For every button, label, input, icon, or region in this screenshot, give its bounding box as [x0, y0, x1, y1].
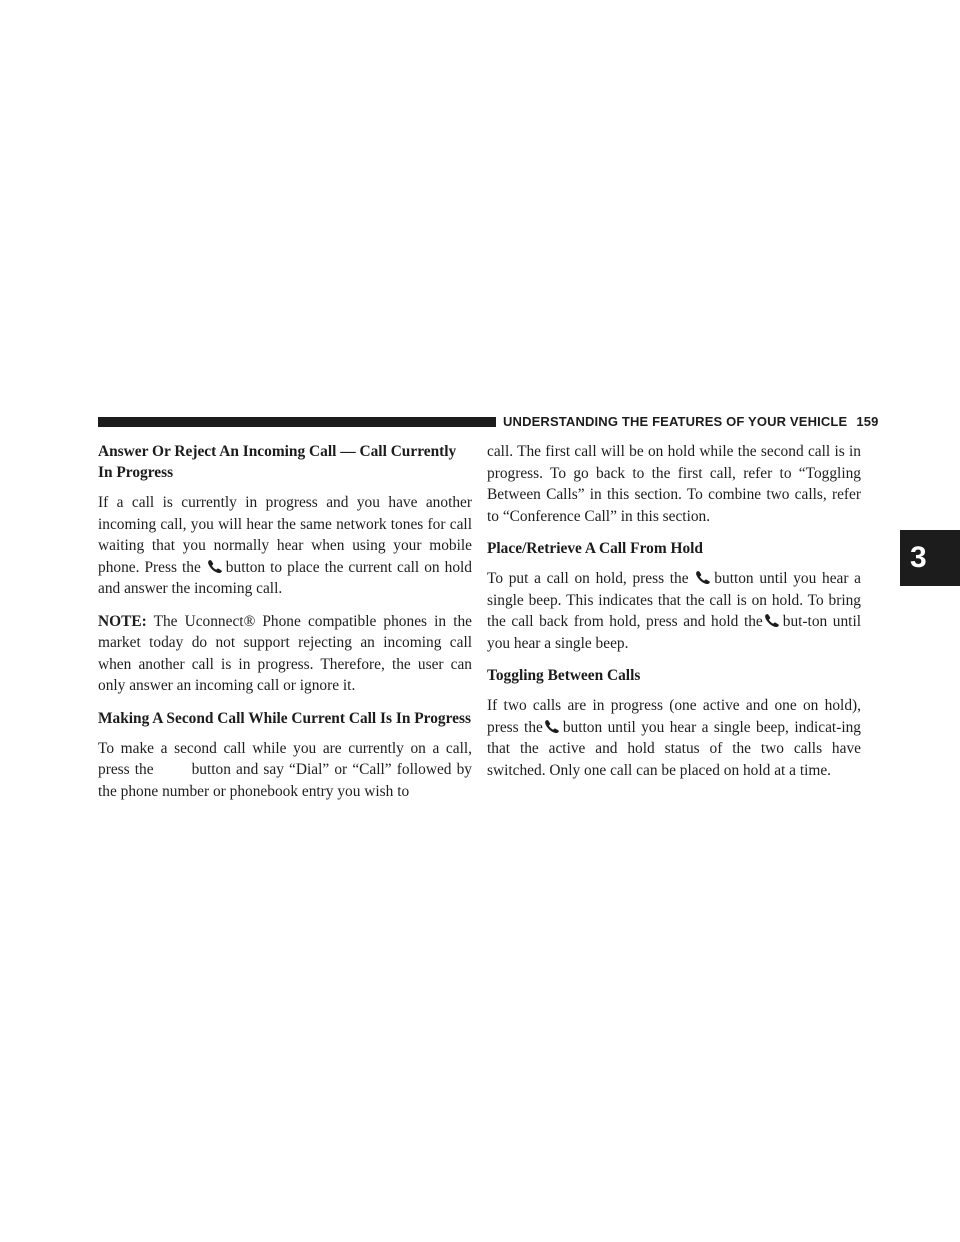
paragraph-answer-reject: If a call is currently in progress and you have another incoming call, you will hear the same network tones for call waiting that you normally hear when using your mobile phone. Press the button to place the current call on hold and answer the incoming call.: [98, 494, 472, 597]
phone-icon: [207, 559, 225, 573]
phone-icon: [544, 719, 562, 733]
paragraph-toggling: If two calls are in progress (one active and one on hold), press the button until you hear a single beep, indicat-ing that the active and hold status of the two calls have switched. Only one call can be placed on hold at a time.: [487, 697, 861, 779]
running-header: [503, 414, 878, 430]
page-number: 159: [856, 414, 879, 429]
heading-toggling: Toggling Between Calls: [487, 667, 641, 684]
left-column: [98, 441, 472, 813]
paragraph-continuation: call. The first call will be on hold while the second call is in progress. To go back to the first call, refer to “Toggling Between Calls” in this section. To combine two calls, refer to “Conference Call” in this section.: [487, 443, 861, 525]
heading-second-call: Making A Second Call While Current Call Is In Progress: [98, 709, 471, 727]
right-column: [487, 441, 861, 792]
phone-icon: [764, 613, 782, 627]
heading-answer-reject: Answer Or Reject An Incoming Call — Call Currently In Progress: [98, 443, 457, 481]
paragraph-hold: To put a call on hold, press the button until you hear a single beep. This indicates that the call is on hold. To bring the call back from hold, press and hold the but-ton until you hear a single beep.: [487, 570, 862, 652]
header-title: UNDERSTANDING THE FEATURES OF YOUR VEHICLE: [503, 414, 848, 429]
note-label: NOTE:: [98, 612, 147, 630]
chapter-tab: 3: [900, 530, 960, 586]
paragraph-second-call: To make a second call while you are currently on a call, press the button and say “Dial” or “Call” followed by the phone number or phonebook entry you wish to: [98, 739, 472, 800]
note-paragraph: NOTE: The Uconnect® Phone compatible phones in the market today do not support rejecting an incoming call when another call is in progress. Therefore, the user can only answer an incoming call or ignore it.: [98, 612, 472, 694]
phone-icon: [695, 570, 713, 584]
heading-hold: Place/Retrieve A Call From Hold: [487, 540, 703, 557]
header-bar: [98, 417, 496, 427]
